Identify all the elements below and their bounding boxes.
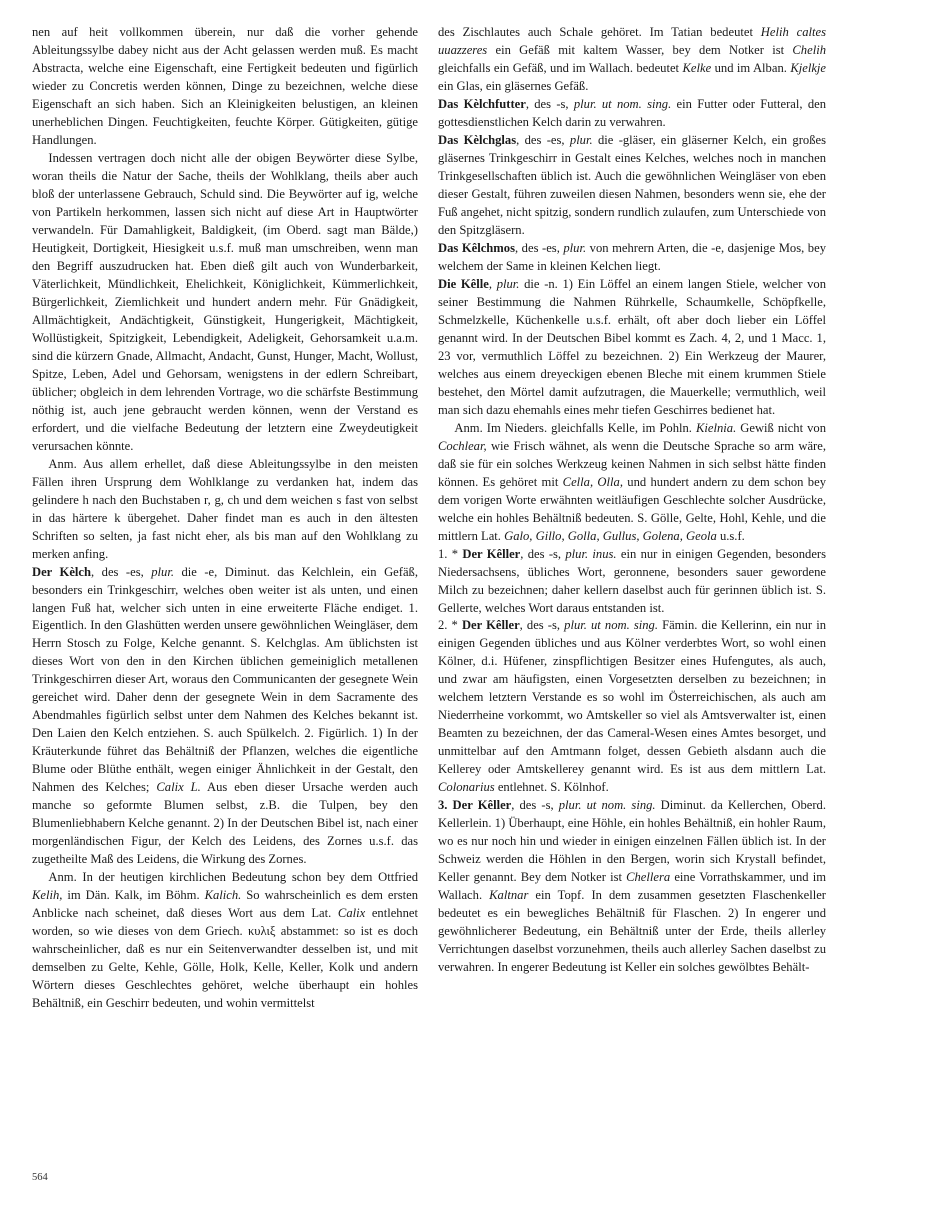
italic-term: Kaltnar xyxy=(489,888,529,903)
paragraph xyxy=(32,150,418,456)
italic-term: Cella, Olla, xyxy=(562,474,623,489)
paragraph xyxy=(438,96,826,132)
italic-term: Kielnia. xyxy=(696,420,737,435)
text-run: Indessen vertragen doch nicht alle der obigen Beywörter diese Sylbe, woran theils die Natur der Sache, theils der Wohlklang, theils aber auch bloß der unterlassene Gebrauch, Schuld sind. Die Beywörter auf ig, welche von Partikeln herkommen, lassen sich nicht auf diese Art in Hauptwörter verwandeln. Für Damahligkeit, Baldigkeit, (im Oberd. sagt man Bälde,) Heutigkeit, Dortigkeit, Hiesigkeit u.s.f. muß man umschreiben, wenn man den Begriff auszudrucken hat. Eben dieß gilt auch von Wunderbarkeit, Väterlichkeit, Mündlichkeit, Ehelichkeit, Königlichkeit, Kümmerlichkeit, Bürgerlichkeit, Ziemlichkeit und hundert andern mehr. Für Gnädigkeit, Allmächtigkeit, Andächtigkeit, Günstigkeit, Hungerigkeit, Mächtigkeit, Wollüstigkeit, Spitzigkeit, Lebendigkeit, Adeligkeit, Gehorsamkeit u.a.m. sind die kürzern Gnade, Allmacht, Andacht, Gunst, Hunger, Macht, Wollust, Spitze, Leben, Adel und Gehorsam, wenigstens in der edlern Schreibart, üblicher; obgleich in dem lehrenden Vortrage, wo die schärfste Bestimmung nöthig ist, auch jene gebraucht werden können, wenn der Verstand es erfordert, und die vielfache Bedeutung der letztern eine Zweydeutigkeit verursachen könnte. xyxy=(32,150,418,453)
text-run: 1. * xyxy=(438,546,463,561)
text-run: die -gläser, ein gläserner Kelch, ein großes gläsernes Trinkgeschirr in Gestalt eines Kelches, welches noch in manchen Trinkgesellschaften üblich ist. Auch die gewöhnlichen Weingläser von eben dieser Gestalt, führen zuweilen diesen Nahmen, besonders wenn sie, ehe der Fuß angehet, nicht spitzig, sondern rundlich zulaufen, zum Unterschiede von den Spitzgläsern. xyxy=(438,132,826,237)
italic-term: Kalich. xyxy=(204,888,242,903)
text-run: , des -es, xyxy=(91,564,152,579)
italic-term: Kelih, xyxy=(32,888,63,903)
italic-term: Cochlear, xyxy=(438,438,487,453)
text-run: , des -s, xyxy=(511,798,559,813)
text-run: Diminut. da Kellerchen, Oberd. Kellerlein. 1) Überhaupt, eine Höhle, ein hohles Behältniß, ein hohler Raum, wo es nur noch hin und wieder in einigen einzelnen Fällen üblich ist. In der Schweiz werden die Höhlen in den Bergen, worin sich Krystall befindet, Keller genannt. Bey dem Notker ist xyxy=(438,798,827,885)
paragraph xyxy=(438,240,826,276)
paragraph xyxy=(438,132,826,240)
text-run: , des -s, xyxy=(520,546,566,561)
text-run: ein Futter oder Futteral, den gottesdienstlichen Kelch darin zu verwahren. xyxy=(438,96,827,129)
text-run: , des -es, xyxy=(516,132,570,147)
text-run: , des -s, xyxy=(519,618,565,633)
text-run: gleichfalls ein Gefäß, und im Wallach. bedeutet xyxy=(438,60,683,75)
italic-term: Helih caltes uuazzeres xyxy=(438,25,826,57)
italic-term: plur. xyxy=(569,132,593,147)
text-run: Anm. In der heutigen kirchlichen Bedeutung schon bey dem Ottfried xyxy=(48,870,418,885)
italic-term: plur. ut nom. sing. xyxy=(558,798,656,813)
page-number: 564 xyxy=(32,1172,48,1183)
text-run: , des -es, xyxy=(515,240,564,255)
entry-headword: Der Kêller xyxy=(461,618,520,633)
text-run: und im Alban. xyxy=(711,60,791,75)
text-run: die -e, Diminut. das Kelchlein, ein Gefäß, besonders ein Trinkgeschirr, welches oben weiter ist als unten, und einen langen Fuß hat, welcher sich unten in eine erweiterte Fläche endiget. 1. Eigentlich. In den Glashütten werden unsere gewöhnlichen Weingläser, dem Herrn Stosch zu Folge, Kelche genannt. S. Kelchglas. Am üblichsten ist dieses Wort von den in den Kirchen üblichen gemeiniglich metallenen Trinkgeschirren dieser Art, woraus den Communicanten der gesegnete Wein gereichet wird. Daher denn der gesegnete Wein in dem Sacramente des Abendmahles figürlich selbst unter dem Nahmen des Kelches bekannt ist. Den Laien den Kelch entziehen. S. auch Spülkelch. 2. Figürlich. 1) In der Kräuterkunde führet das Behältniß der Pflanzen, welches die eigentliche Blume oder Blüthe enthält, wegen einiger Ähnlichkeit in der Gestalt, den Nahmen des Kelches; xyxy=(32,564,418,795)
text-run: Gewiß nicht von xyxy=(736,420,826,435)
entry-headword: Das Kêlchmos xyxy=(438,240,515,255)
paragraph xyxy=(438,617,826,797)
text-run: entlehnet worden, so wie dieses von dem Griech. κυλιξ abstammet: so ist es doch wahrscheinlicher, daß es nur ein Seitenverwandter desselben ist, und mit demselben zu Gelte, Kehle, Gölle, Holk, Kelle, Keller, Kolk und andern Wörtern dieses Geschlechtes gehöret, welche überhaupt ein hohles Behältniß, ein Geschirr bedeuten, und wohin vermittelst xyxy=(32,906,418,1011)
text-run: wie Frisch wähnet, als wenn die Deutsche Sprache so arm wäre, daß sie für ein solches Werkzeug keinen Nahmen in sich selbst hätte finden können. Es gehöret mit xyxy=(438,438,826,489)
paragraph xyxy=(438,276,826,420)
entry-headword: Der Kèlch xyxy=(32,564,92,579)
text-run: , des -s, xyxy=(525,96,574,111)
paragraph xyxy=(438,420,826,546)
text-run: entlehnet. S. Kölnhof. xyxy=(494,780,609,795)
italic-term: Calix L. xyxy=(156,780,201,795)
italic-term: plur. ut nom. sing. xyxy=(564,618,658,633)
text-run: Anm. Aus allem erhellet, daß diese Ableitungssylbe in den meisten Fällen ihren Ursprung dem Wohlklange zu verdanken hat, indem das gelindere h nach den Buchstaben r, g, ch und dem weichen s fast von selbst in das härtere k übergehet. Daher findet man es auch in den ältesten Schriften so selten, ja fast nicht eher, als bis man auf den Wohlklang zu merken anfing. xyxy=(32,456,418,561)
text-run: ein nur in einigen Gegenden, besonders Niedersachsens, übliches Wort, geronnene, besonders sauer gewordene Milch zu bezeichnen; daher kellern daselbst auch für gerinnen üblich ist. S. Gellerte, welches Wort daraus entstanden ist. xyxy=(438,546,826,615)
text-run: Aus eben dieser Ursache werden auch manche so geformte Blumen selbst, z.B. die Tulpen, bey den Blumenliebhabern Kelche genannt. 2) In der Deutschen Bibel ist, nach einer morgenländischen Figur, der Kelch des Leidens, des Zornes u.s.f. das zugetheilte Maß des Leidens, die Wirkung des Zornes. xyxy=(32,780,418,867)
italic-term: plur. inus. xyxy=(565,546,617,561)
text-run: von mehrern Arten, die -e, dasjenige Mos, bey welchem der Same in kleinen Kelchen liegt. xyxy=(438,240,826,273)
paragraph xyxy=(438,546,826,618)
text-run: nen auf heit vollkommen überein, nur daß die vorher gehende Ableitungssylbe dabey nicht aus der Acht gelassen werden muß. Es macht Abstracta, welche eine Eigenschaft, eine Fertigkeit bedeuten und figürlich wieder zu Concretis werden können, Dinge zu bezeichnen, welche diese Eigenschaft an sich haben. Sich an Kleinigkeiten belustigen, an kleinen unerheblichen Dingen. Feuchtigkeiten, feuchte Körper. Gütigkeiten, gütige Handlungen. xyxy=(32,25,418,147)
italic-term: plur. xyxy=(563,240,587,255)
paragraph xyxy=(32,564,418,870)
paragraph xyxy=(32,869,418,1013)
entry-headword: Die Kêlle xyxy=(438,276,489,291)
paragraph xyxy=(438,797,826,977)
text-run: eine Vorrathskammer, und im Wallach. xyxy=(438,870,826,903)
text-run: die -n. 1) Ein Löffel an einem langen Stiele, welcher von seiner Bestimmung die Nahmen Rührkelle, Schaumkelle, Schöpfkelle, Schmelzkelle, Küchenkelle u.s.f. erhält, oft aber doch lieber ein Löffel genannt wird. In der Deutschen Bibel kommt es Zach. 4, 2, und 1 Macc. 1, 23 vor, vermuthlich Löffel zu bezeichnen. 2) Ein Werkzeug der Maurer, welches aus einem dreyeckigen ebenen Bleche mit einem krummen Stiele bestehet, den Mörtel damit aufzutragen, die Mauerkelle; vermuthlich, weil man sich dazu ehemahls eines mehr tiefen Geschirres bedienet hat. xyxy=(438,276,826,417)
text-run: Fämin. die Kellerinn, ein nur in einigen Gegenden übliches und aus Kölner verderbtes Wort, so wohl einen Kölner, d.i. Hüfener, zinspflichtigen Besitzer eines Hufengutes, als auch, und zwar am häufigsten, einen Vorgesetzten derselben zu bezeichnen; in welchem letztern Verstande es so wohl im Österreichischen, als auch am Niederrheine vorkommt, wo Amtskeller so viel als Amtsverwalter ist, einen Beamten zu bezeichnen, der das Cameral-Wesen eines Amtes besorget, und unmittelbar auf den Amtmann folget, dessen Gebieth alsdann auch die Kellerey oder Amtskellerey genannt wird. Es ist aus dem mittlern Lat. xyxy=(438,618,826,777)
italic-term: Colonarius xyxy=(438,780,495,795)
left-column xyxy=(32,24,418,1013)
text-run: ein Glas, ein gläsernes Gefäß. xyxy=(438,78,589,93)
text-run: , xyxy=(488,276,497,291)
italic-term: Kjelkje xyxy=(790,60,826,75)
text-run: ein Gefäß mit kaltem Wasser, bey dem Notker ist xyxy=(487,42,793,57)
text-run: und hundert andern zu dem schon bey dem vorigen Worte erwähnten weitläufigen Geschlechte solcher Ausdrücke, welche ein hohles Behältniß bedeuten. S. Gölle, Gelte, Hohl, Kehle, und die mittlern Lat. xyxy=(438,474,826,543)
italic-term: plur. xyxy=(496,276,520,291)
text-run: ein Topf. In dem zusammen gesetzten Flaschenkeller bedeutet es ein bewegliches Behältniß für Flaschen. 2) In engerer und gewöhnlicherer Bedeutung, ein Behältniß unter der Erde, theils allerley Verrichtungen daselbst vorzunehmen, theils auch allerley Sachen daselbst zu verwahren. In engerer Bedeutung ist Keller ein solches gewölbtes Behält- xyxy=(438,888,826,975)
italic-term: Chellera xyxy=(626,870,671,885)
paragraph xyxy=(32,24,418,150)
italic-term: plur. ut nom. sing. xyxy=(573,96,672,111)
text-run: u.s.f. xyxy=(716,528,745,543)
text-run: des Zischlautes auch Schale gehöret. Im Tatian bedeutet xyxy=(438,25,761,39)
entry-headword: Der Kêller xyxy=(462,546,521,561)
italic-term: Galo, Gillo, Golla, Gullus, Golena, Geola xyxy=(504,528,717,543)
entry-headword: Das Kèlchglas xyxy=(438,132,517,147)
paragraph xyxy=(32,456,418,564)
italic-term: Calix xyxy=(337,906,366,921)
right-column xyxy=(438,24,826,977)
text-run: 2. * xyxy=(438,618,462,633)
text-run: im Dän. Kalk, im Böhm. xyxy=(62,888,205,903)
entry-headword: Das Kèlchfutter xyxy=(438,96,526,111)
entry-headword: 3. Der Kêller xyxy=(438,798,512,813)
italic-term: Chelih xyxy=(792,42,826,57)
text-run: So wahrscheinlich es dem ersten Anblicke nach scheinet, daß dieses Wort aus dem Lat. xyxy=(32,888,418,921)
italic-term: plur. xyxy=(151,564,174,579)
paragraph xyxy=(438,24,826,96)
italic-term: Kelke xyxy=(682,60,712,75)
text-run: Anm. Im Nieders. gleichfalls Kelle, im Pohln. xyxy=(454,420,696,435)
